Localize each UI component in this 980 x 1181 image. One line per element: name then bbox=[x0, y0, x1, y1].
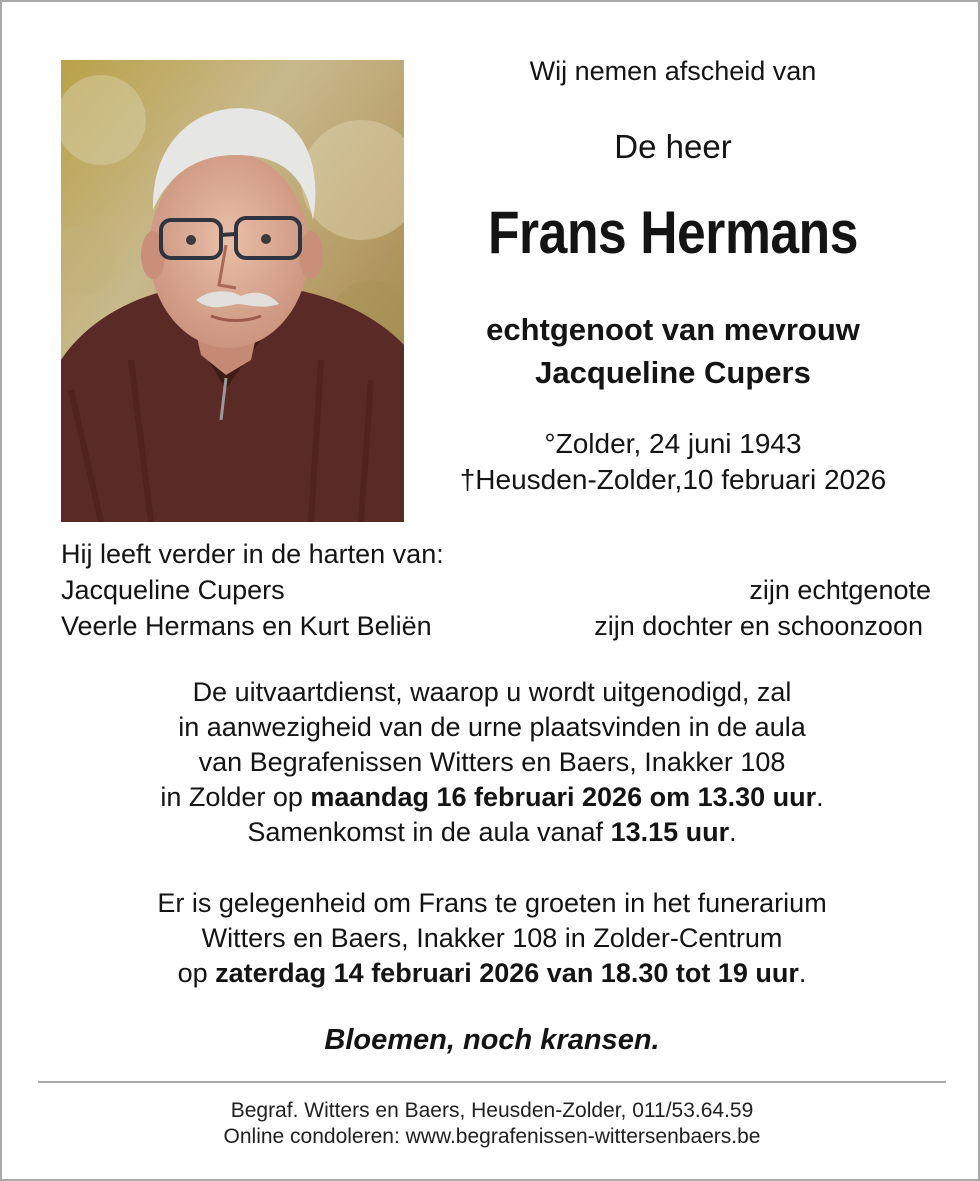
death-line: †Heusden-Zolder,10 februari 2026 bbox=[459, 464, 887, 495]
flowers-notice: Bloemen, noch kransen. bbox=[324, 1024, 660, 1056]
survivor-relation: zijn dochter en schoonzoon bbox=[594, 611, 923, 641]
intro-text: Wij nemen afscheid van bbox=[529, 56, 817, 86]
service-line-1: De uitvaartdienst, waarop u wordt uitgenodigd, zal bbox=[192, 677, 792, 707]
survivor-name: Jacqueline Cupers bbox=[61, 575, 285, 605]
funeral-home-contact: Begraf. Witters en Baers, Heusden-Zolder, 011/53.64.59 bbox=[230, 1099, 754, 1122]
service-line-5-post: . bbox=[729, 817, 737, 847]
condolence-link[interactable]: Online condoleren: www.begrafenissen-wittersenbaers.be bbox=[223, 1125, 761, 1148]
gathering-time: 13.15 uur bbox=[610, 817, 730, 847]
service-date-time: maandag 16 februari 2026 om 13.30 uur bbox=[310, 782, 817, 812]
portrait-photo bbox=[61, 60, 404, 522]
visitation-line-3-pre: op bbox=[177, 958, 216, 988]
service-line-4-post: . bbox=[816, 782, 824, 812]
spouse-line-1: echtgenoot van mevrouw bbox=[486, 312, 860, 347]
survivor-name: Veerle Hermans en Kurt Beliën bbox=[61, 611, 432, 641]
service-line-5-pre: Samenkomst in de aula vanaf bbox=[247, 817, 611, 847]
spouse-block bbox=[422, 308, 924, 394]
service-line-4-pre: in Zolder op bbox=[160, 782, 311, 812]
survivor-relation: zijn echtgenote bbox=[749, 575, 931, 605]
honorific: De heer bbox=[614, 128, 732, 165]
survivors-section bbox=[61, 536, 931, 644]
service-line-5 bbox=[2, 815, 980, 850]
visitation-paragraph bbox=[2, 886, 980, 991]
visitation-line-1: Er is gelegenheid om Frans te groeten in het funerarium bbox=[157, 888, 827, 918]
visitation-date-time: zaterdag 14 februari 2026 van 18.30 tot 19 uur bbox=[215, 958, 799, 988]
service-line-4 bbox=[2, 780, 980, 815]
deceased-name: Frans Hermans bbox=[487, 199, 859, 266]
visitation-line-3 bbox=[2, 956, 980, 991]
survivor-row bbox=[61, 572, 931, 608]
visitation-line-3-post: . bbox=[798, 958, 807, 988]
survivor-row bbox=[61, 608, 931, 644]
service-line-2: in aanwezigheid van de urne plaatsvinden in de aula bbox=[178, 712, 806, 742]
visitation-line-2: Witters en Baers, Inakker 108 in Zolder-Centrum bbox=[201, 923, 783, 953]
spouse-line-2: Jacqueline Cupers bbox=[535, 355, 811, 390]
footer bbox=[2, 1098, 980, 1150]
divider bbox=[38, 1081, 946, 1083]
survivors-heading: Hij leeft verder in de harten van: bbox=[61, 539, 444, 569]
service-paragraph bbox=[2, 675, 980, 850]
birth-line: °Zolder, 24 juni 1943 bbox=[544, 428, 802, 459]
service-line-3: van Begrafenissen Witters en Baers, Inakker 108 bbox=[198, 747, 786, 777]
dates-block bbox=[422, 426, 924, 498]
